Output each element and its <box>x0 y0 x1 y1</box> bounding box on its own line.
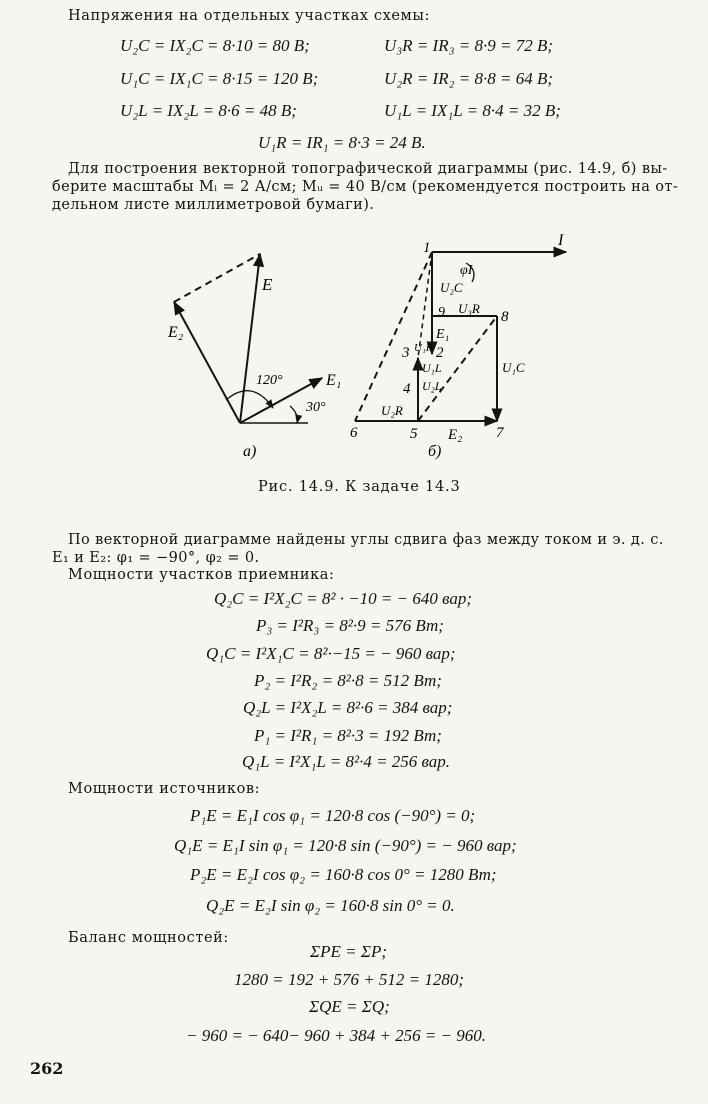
node-4: 4 <box>403 381 411 397</box>
source-power-4: Q₂E = E₂I sin φ₂ = 160·8 sin 0° = 0. <box>206 896 455 915</box>
label-u1c: U₁C <box>502 360 525 375</box>
node-5: 5 <box>410 426 418 442</box>
formula-u2l: U₂L = IX₂L = 8·6 = 48 В; <box>120 101 297 120</box>
receiver-power-4: P₂ = I²R₂ = 8²·8 = 512 Вт; <box>254 671 442 690</box>
receiver-power-7: Q₁L = I²X₁L = 8²·4 = 256 вар. <box>242 752 451 771</box>
balance-heading: Баланс мощностей: <box>68 930 229 946</box>
node-3: 3 <box>402 345 410 361</box>
label-u2l: U₂L <box>422 379 442 393</box>
label-e1: E₁ <box>326 372 342 389</box>
receiver-power-6: P₁ = I²R₁ = 8²·3 = 192 Вт; <box>254 726 442 745</box>
formula-u1r: U₁R = IR₁ = 8·3 = 24 В. <box>258 133 426 152</box>
label-u2c: U₂C <box>440 280 463 295</box>
arc-120 <box>226 391 273 408</box>
receiver-power-5: Q₂L = I²X₂L = 8²·6 = 384 вар; <box>243 698 453 717</box>
node-6: 6 <box>350 425 358 441</box>
formula-u1c: U₁C = IX₁C = 8·15 = 120 В; <box>120 69 319 88</box>
balance-4: − 960 = − 640− 960 + 384 + 256 = − 960. <box>186 1026 487 1045</box>
label-phi: φI <box>460 263 473 278</box>
label-angle-30: 30° <box>306 400 326 415</box>
dashed-parallelogram-top <box>174 254 260 302</box>
receiver-power-3: Q₁C = I²X₁C = 8²·−15 = − 960 вар; <box>206 644 456 663</box>
balance-1: ΣPE = ΣP; <box>310 942 387 961</box>
node-2: 2 <box>436 345 444 361</box>
formula-u2c: U₂C = IX₂C = 8·10 = 80 В; <box>120 36 310 55</box>
vector-e-total <box>240 254 260 423</box>
figure-caption: Рис. 14.9. К задаче 14.3 <box>258 479 461 495</box>
label-current: I <box>558 232 564 249</box>
formula-u3r: U₃R = IR₃ = 8·9 = 72 В; <box>384 36 553 55</box>
label-u3r: U₃R <box>458 301 480 316</box>
page-number: 262 <box>30 1059 64 1078</box>
label-e2-b: E₂ <box>448 427 463 443</box>
scale-paragraph-line1: Для построения векторной топографической диаграммы (рис. 14.9, б) вы- <box>68 161 668 177</box>
voltages-heading: Напряжения на отдельных участках схемы: <box>68 8 431 24</box>
label-e: E <box>262 275 273 294</box>
source-heading: Мощности источников: <box>68 781 261 797</box>
source-power-2: Q₁E = E₁I sin φ₁ = 120·8 sin (−90°) = − 960 вар; <box>174 836 517 855</box>
source-power-3: P₂E = E₂I cos φ₂ = 160·8 cos 0° = 1280 Вт; <box>190 865 497 884</box>
node-7: 7 <box>496 425 504 441</box>
formula-u2r: U₂R = IR₂ = 8·8 = 64 В; <box>384 69 553 88</box>
arc-30 <box>290 406 297 423</box>
vector-e2 <box>174 302 240 423</box>
label-u2r: U₂R <box>381 403 403 418</box>
label-u1l: U₁L <box>422 361 442 375</box>
label-e2: E₂ <box>168 324 184 341</box>
balance-3: ΣQE = ΣQ; <box>309 997 390 1016</box>
node-9: 9 <box>438 305 445 320</box>
subfigure-b-label: б) <box>428 443 442 460</box>
receiver-power-2: P₃ = I²R₃ = 8²·9 = 576 Вт; <box>256 616 444 635</box>
label-angle-120: 120° <box>256 373 283 388</box>
label-e1-b: E₁ <box>436 327 450 342</box>
phase-paragraph-line2: E₁ и E₂: φ₁ = −90°, φ₂ = 0. <box>52 550 260 566</box>
source-power-1: P₁E = E₁I cos φ₁ = 120·8 cos (−90°) = 0; <box>190 806 476 825</box>
formula-u1l: U₁L = IX₁L = 8·4 = 32 В; <box>384 101 561 120</box>
phase-paragraph-line1: По векторной диаграмме найдены углы сдвига фаз между током и э. д. с. <box>68 532 664 548</box>
node-1: 1 <box>423 240 431 256</box>
balance-2: 1280 = 192 + 576 + 512 = 1280; <box>234 970 465 989</box>
vector-diagram-figure <box>0 0 708 470</box>
node-8: 8 <box>501 309 509 325</box>
receiver-power-1: Q₂C = I²X₂C = 8² · −10 = − 640 вар; <box>214 589 473 608</box>
scale-paragraph-line3: дельном листе миллиметровой бумаги). <box>52 197 375 213</box>
subfigure-a-label: а) <box>243 443 257 460</box>
receiver-heading: Мощности участков приемника: <box>68 567 335 583</box>
label-u1r: U₁R <box>414 342 433 354</box>
scale-paragraph-line2: берите масштабы Mᵢ = 2 А/см; Mᵤ = 40 В/см (рекомендуется построить на от- <box>52 179 679 195</box>
